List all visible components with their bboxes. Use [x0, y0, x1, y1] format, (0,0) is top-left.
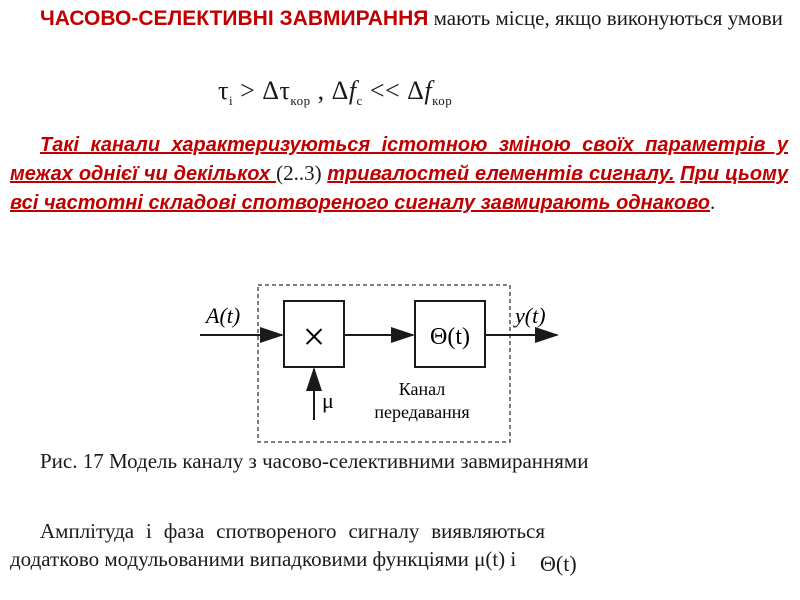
- input-label: A(t): [206, 303, 241, 328]
- theta-label: Θ(t): [430, 324, 470, 350]
- condition-formula: $\tau_i > \Delta\tau_{кор}$ , $\Delta f_c << \Delta f_{кор}$: [218, 76, 453, 109]
- bottom-theta: Θ(t): [540, 551, 577, 576]
- heading-title: ЧАСОВО-СЕЛЕКТИВНІ ЗАВМИРАННЯ: [40, 7, 429, 30]
- channel-label-1: Канал: [398, 379, 446, 399]
- bottom-paragraph: Амплітуда і фаза спотвореного сигналу виявляються додатково модульованими випадковими функціями μ(t) і: [10, 519, 545, 571]
- multiplier-symbol: ×: [302, 314, 326, 359]
- mu-label: μ: [322, 388, 334, 413]
- channel-model-diagram: [0, 278, 800, 448]
- heading-paragraph: [10, 4, 788, 33]
- output-label: y(t): [515, 303, 546, 328]
- heading-rest: мають місце, якщо виконуються умови: [428, 6, 783, 30]
- figure-caption: Рис. 17 Модель каналу з часово-селективними завмираннями: [40, 449, 589, 473]
- red-paragraph: Такі канали характеризуються істотною зміною своїх параметрів у межах однієї чи декількох (2..3) тривалостей елементів сигналу. При цьому всі частотні складові спотвореного сигналу завмирають однаково.: [10, 134, 788, 214]
- channel-label-2: передавання: [374, 402, 470, 422]
